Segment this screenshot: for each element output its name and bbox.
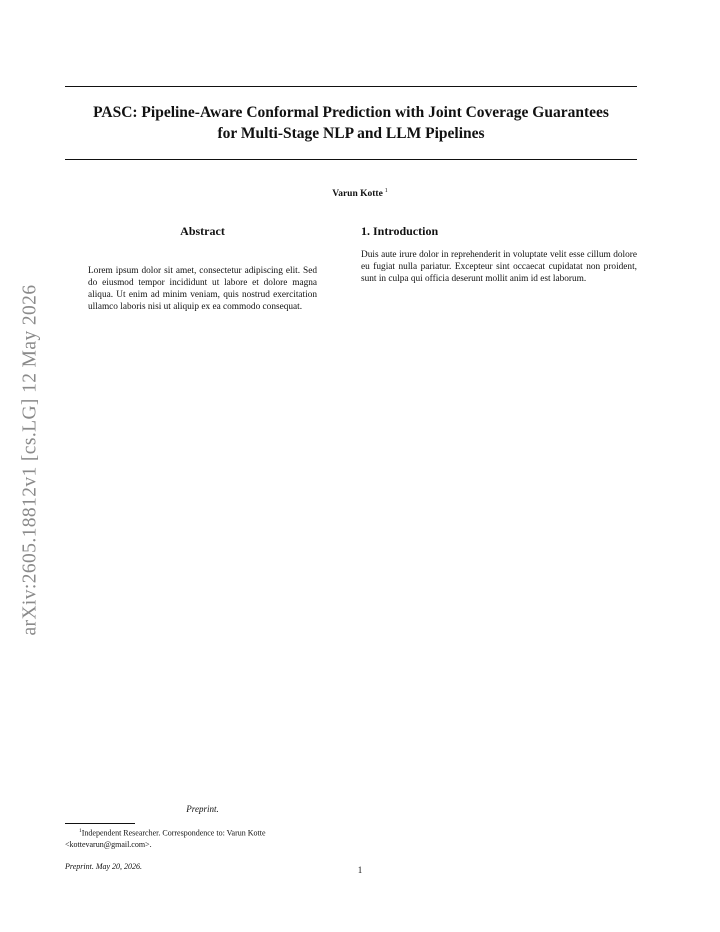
- arxiv-stamp: [10, 260, 50, 660]
- paper-title: [65, 102, 637, 144]
- page-number: 1: [357, 865, 363, 875]
- intro-paragraph: Duis aute irure dolor in reprehenderit in voluptate velit esse cillum dolore eu fugiat nulla pariatur. Excepteur sint occaecat cupidatat non proident, sunt in culpa qui officia deserunt mollit anim id est laborum.: [361, 250, 637, 284]
- title-rule-top: [65, 86, 637, 87]
- preprint-label: Preprint.: [186, 804, 219, 814]
- footnote-text: Independent Researcher. Correspondence to: Varun Kotte <kottevarun@gmail.com>.: [65, 828, 266, 849]
- footnote-rule: [65, 823, 135, 824]
- footnote: [65, 826, 341, 850]
- author-name: Varun Kotte: [332, 189, 383, 200]
- preprint-date: Preprint. May 20, 2026.: [65, 862, 143, 871]
- title-rule-bottom: [65, 159, 637, 160]
- footnote-mark: 1: [79, 828, 82, 834]
- abstract-heading: Abstract: [180, 224, 225, 238]
- author-affiliation-mark: 1: [384, 188, 388, 194]
- intro-body: [361, 250, 637, 291]
- title-line-2: for Multi-Stage NLP and LLM Pipelines: [217, 125, 485, 142]
- author-line: [0, 188, 720, 199]
- arxiv-stamp-text: arXiv:2605.18812v1 [cs.LG] 12 May 2026: [19, 284, 40, 636]
- title-line-1: PASC: Pipeline-Aware Conformal Prediction with Joint Coverage Guarantees: [93, 104, 609, 121]
- intro-heading: 1. Introduction: [361, 224, 439, 238]
- abstract-body: Lorem ipsum dolor sit amet, consectetur adipiscing elit. Sed do eiusmod tempor incididunt ut labore et dolore magna aliqua. Ut enim ad minim veniam, quis nostrud exercitation ullamco laboris nisi ut aliquip ex ea commodo consequat.: [88, 266, 317, 312]
